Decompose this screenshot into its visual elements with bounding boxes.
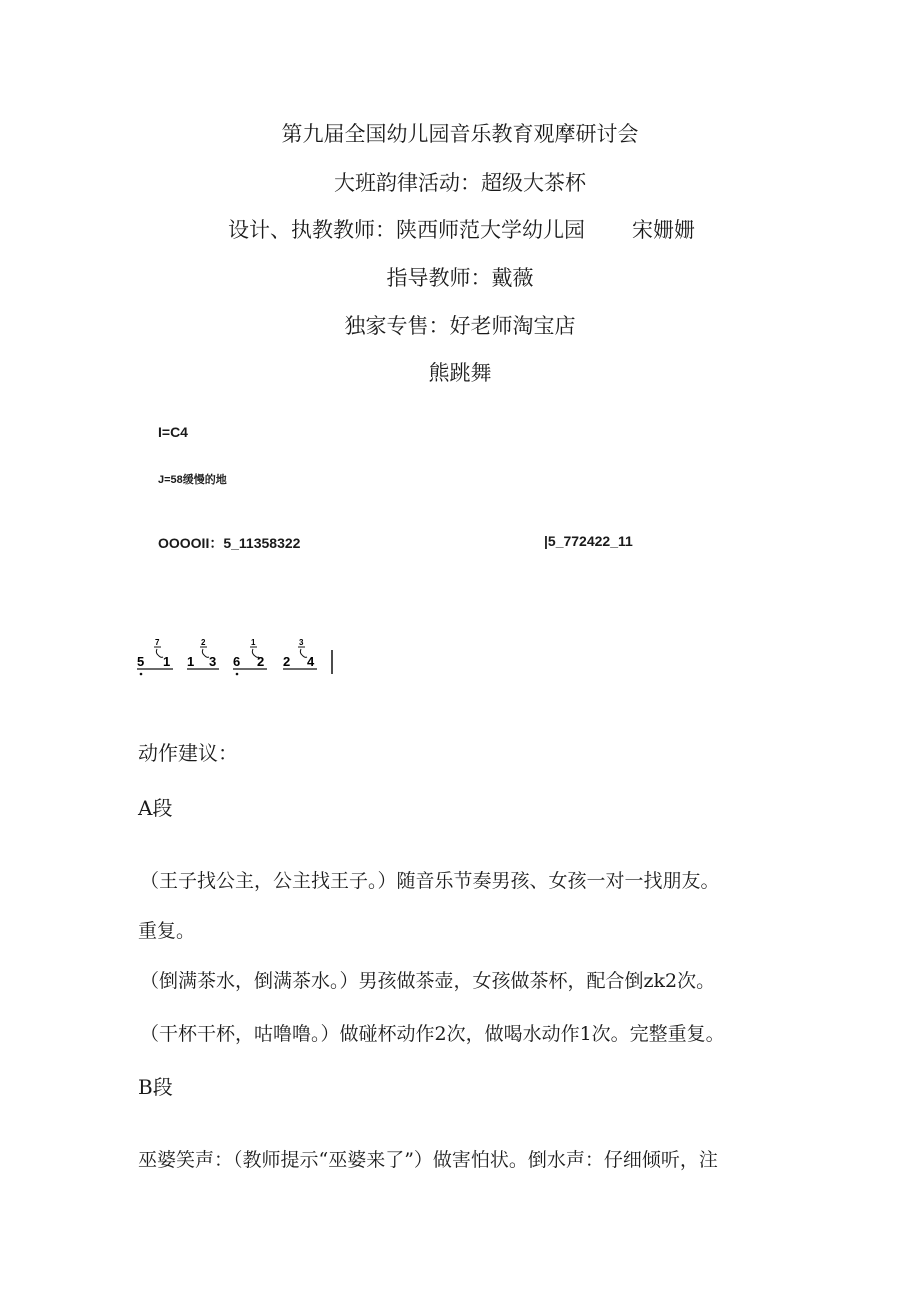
note-group-4 <box>283 638 317 669</box>
target-note: 1 <box>163 654 171 669</box>
main-note: 5 <box>137 654 145 669</box>
section-a-line-1: （王子找公主，公主找王子。）随音乐节奏男孩、女孩一对一找朋友。 <box>140 870 720 892</box>
song-title: 熊跳舞 <box>428 361 492 385</box>
advisor-line: 指导教师：戴薇 <box>386 266 534 290</box>
tempo-marking: J=58缓慢的地 <box>158 474 227 486</box>
low-octave-dot <box>140 673 143 676</box>
slur-mark <box>156 649 163 657</box>
grace-note: 7 <box>155 638 160 647</box>
low-octave-dot <box>236 673 239 676</box>
key-signature: I=C4 <box>158 424 188 440</box>
section-a-heading: A段 <box>138 796 173 820</box>
activity-title: 大班韵律活动：超级大茶杯 <box>334 171 586 195</box>
note-group-3 <box>233 638 267 675</box>
section-a-line-3: （倒满茶水，倒满茶水。）男孩做茶壶，女孩做茶杯，配合倒zk2次。 <box>140 970 716 992</box>
exclusive-line: 独家专售：好老师淘宝店 <box>344 314 576 338</box>
main-note: 6 <box>233 654 241 669</box>
designer-name: 宋姗姗 <box>632 218 695 242</box>
target-note: 3 <box>209 654 217 669</box>
grace-note: 2 <box>201 638 206 647</box>
slur-mark <box>300 649 307 657</box>
grace-note: 3 <box>299 638 304 647</box>
section-a-line-2: 重复。 <box>138 920 196 942</box>
section-b-line-1: 巫婆笑声：（教师提示“巫婆来了”）做害怕状。倒水声：仔细倾听，注 <box>138 1149 718 1171</box>
grace-note-notation <box>135 636 345 682</box>
suggestion-heading: 动作建议： <box>138 741 238 765</box>
target-note: 4 <box>307 654 315 669</box>
note-group-2 <box>187 638 219 669</box>
target-note: 2 <box>257 654 265 669</box>
section-a-line-4: （干杯干杯，咕噜噜。）做碰杯动作2次，做喝水动作1次。完整重复。 <box>140 1023 725 1045</box>
slur-mark <box>202 649 209 657</box>
section-b-heading: B段 <box>138 1075 173 1099</box>
main-note: 2 <box>283 654 291 669</box>
designer-label: 设计、执教教师：陕西师范大学幼儿园 <box>228 218 585 242</box>
grace-note: 1 <box>251 638 256 647</box>
score-line-left: OOOOII：5_11358322 <box>158 535 301 551</box>
score-line-right: |5_772422_11 <box>544 533 633 549</box>
note-group-1 <box>137 638 173 675</box>
main-note: 1 <box>187 654 195 669</box>
conference-title: 第九届全国幼儿园音乐教育观摩研讨会 <box>281 122 639 146</box>
